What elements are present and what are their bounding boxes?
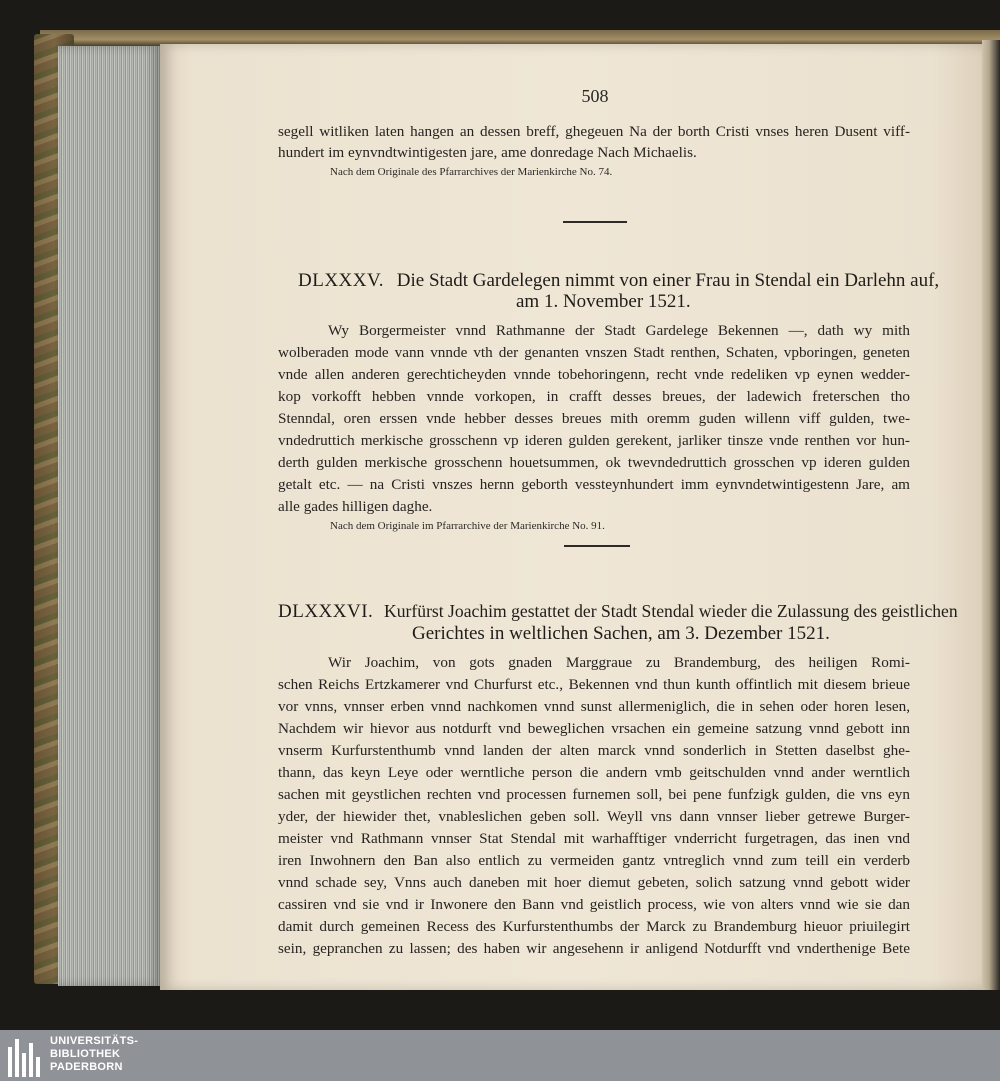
page-stack-edges (58, 46, 160, 986)
document-heading (298, 270, 939, 292)
logo-line: PADERBORN (50, 1061, 123, 1073)
library-footer-bar (0, 1030, 1000, 1081)
text-line: iren Inwohnern den Ban also entlich zu vermeiden gantz vntreglich vnnd zum teill ein verderb (278, 852, 910, 869)
text-line: vnnd schade sey, Vnns auch daneben mit hoer diemut gebeten, solich satzung vnnd gebott wider (278, 874, 910, 891)
text-line: thann, das keyn Leye oder werntliche person die andern vmb geitschulden vnnd ander werntlich (278, 764, 910, 781)
library-logo-text (50, 1035, 138, 1074)
document-title: Die Stadt Gardelegen nimmt von einer Frau in Stendal ein Darlehn auf, (396, 270, 940, 291)
logo-line: BIBLIOTHEK (50, 1048, 121, 1060)
document-title-date: am 1. November 1521. (516, 291, 691, 312)
text-line: Wy Borgermeister vnnd Rathmanne der Stadt Gardelege Bekennen —, dath wy mith (328, 322, 910, 339)
document-title: Kurfürst Joachim gestattet der Stadt Stendal wieder die Zulassung des geistlichen (384, 601, 958, 621)
text-line: vndedruttich merkische grosschenn vp ideren gulden gerekent, jarliker tinsze vnde renthen vor hun- (278, 432, 910, 449)
text-line: wolberaden mode vann vnnde vth der genanten vnszen Stadt renthen, Schaten, vpboringen, geneten (278, 344, 910, 361)
text-line: Stenndal, oren erssen vnde hebber desses breues mith oremm guden willenn viff gulden, twe- (278, 410, 910, 427)
text-line: derth gulden merkische grosschenn houetsummen, ok twevndedruttich grosschen vp ideren gulden (278, 454, 910, 471)
text-line: yder, der hiewider thet, vnableslichen geben soll. Weyll vns dann vnnser lieber getrewe Burger- (278, 808, 910, 825)
text-line: vnde allen anderen gerechticheyden vnnde tobehoringenn, recht vnde redeliken vp eynen wedder- (278, 366, 910, 383)
text-line: getalt etc. — na Cristi vnszes hernn geborth vessteynhundert imm eynvndetwintigestenn Jare, am (278, 476, 910, 493)
text-line: sachen mit geystlichen rechten vnd processen furnemen soll, bei pene funfzigk gulden, die vns eyn (278, 786, 910, 803)
document-number: DLXXXV. (298, 270, 385, 291)
text-line: sein, gepranchen zu lassen; des haben wir angesehenn ir anligend Notdurfft vnd vnderthenige Bete (278, 940, 910, 957)
text-line: kop vorkofft hebben vnnde vorkopen, in crafft desses breues, der ladewich freterschen tho (278, 388, 910, 405)
document-heading (278, 601, 958, 623)
text-line: damit durch gemeinen Recess des Kurfurstenthumbs der Marck zu Brandemburg hieuor priuilegirt (278, 918, 910, 935)
text-line: vor vnns, vnnser erben vnnd nachkomen vnnd sunst allermeniglich, die in sehen oder horen lesen, (278, 698, 910, 715)
document-number: DLXXXVI. (278, 601, 374, 622)
text-line: schen Reichs Ertzkamerer vnd Churfurst etc., Bekennen vnd thun kunth offintlich mit diesem brieue (278, 676, 910, 693)
source-note: Nach dem Originale des Pfarrarchives der Marienkirche No. 74. (330, 166, 613, 178)
document-title-date: Gerichtes in weltlichen Sachen, am 3. Dezember 1521. (412, 623, 830, 644)
text-line: cassiren vnd sie vnd ir Inwonere den Bann vnd geistlich process, wie von alters vnnd wie sie dan (278, 896, 910, 913)
page-right-edge (982, 40, 1000, 990)
page-number: 508 (581, 86, 609, 106)
text-line: alle gades hilligen daghe. (278, 498, 433, 515)
source-note: Nach dem Originale im Pfarrarchive der Marienkirche No. 91. (330, 520, 605, 532)
section-divider (563, 221, 627, 223)
text-line: segell witliken laten hangen an dessen breff, ghegeuen Na der borth Cristi vnses heren Dusent viff- (278, 123, 910, 140)
library-logo-icon (8, 1037, 42, 1077)
logo-line: UNIVERSITÄTS- (50, 1035, 139, 1047)
text-line: vnserm Kurfurstenthumb vnnd landen der alten marck vnnd sonderlich in Stetten daselbst ghe- (278, 742, 910, 759)
text-line: Nachdem wir hievor aus notdurft vnd beweglichen vrsachen ein gemeine satzung vnnd gebott inn (278, 720, 910, 737)
section-divider (564, 545, 630, 547)
text-line: hundert im eynvndtwintigesten jare, ame donredage Nach Michaelis. (278, 144, 697, 161)
text-line: Wir Joachim, von gots gnaden Marggraue zu Brandemburg, des heiligen Romi- (328, 654, 910, 671)
text-line: meister vnd Rathmann vnnser Stat Stendal mit warhafftiger vnderricht furgetragen, das inen vnd (278, 830, 910, 847)
